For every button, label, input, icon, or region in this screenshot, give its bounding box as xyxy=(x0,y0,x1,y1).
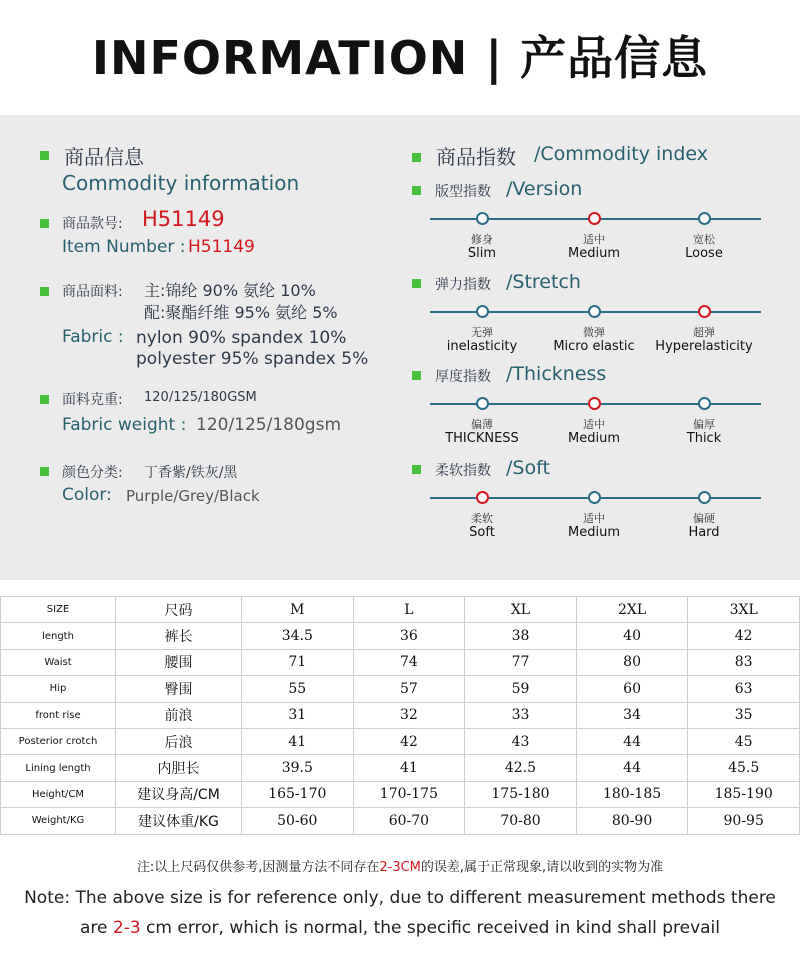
scale-dot xyxy=(588,491,601,504)
scale-option xyxy=(639,513,769,541)
scale-option-en: Micro elastic xyxy=(553,338,635,354)
table-cell: 34 xyxy=(576,702,688,728)
table-cell: 建议身高/CM xyxy=(116,781,242,807)
scale-dot xyxy=(476,212,489,225)
scale-option-en: THICKNESS xyxy=(445,430,519,446)
scale-option-en: Medium xyxy=(568,430,620,446)
info-panel xyxy=(0,115,800,580)
table-row xyxy=(1,649,800,675)
table-cell: 74 xyxy=(353,649,465,675)
table-cell: 裤长 xyxy=(116,623,242,649)
scale-dot xyxy=(476,397,489,410)
scale-dot-selected xyxy=(588,212,601,225)
scale-option-zh: 超弹 xyxy=(693,326,715,339)
scale-option-en: Medium xyxy=(568,245,620,261)
table-row xyxy=(1,808,800,834)
scale-option-zh: 修身 xyxy=(471,233,493,246)
note-en-line2 xyxy=(0,913,800,943)
table-cell: 尺码 xyxy=(116,597,242,623)
scale-dot xyxy=(698,491,711,504)
scale-option-zh: 偏硬 xyxy=(693,512,715,525)
bullet-icon xyxy=(40,467,49,476)
note-en-line1: Note: The above size is for reference only, due to different measurement methods there xyxy=(24,888,776,908)
table-cell: 38 xyxy=(465,623,577,649)
weight-label-en: Fabric weight : xyxy=(62,415,187,435)
bullet-icon xyxy=(412,186,421,195)
table-cell: 63 xyxy=(688,676,800,702)
table-cell: 50-60 xyxy=(242,808,354,834)
table-cell: 43 xyxy=(465,728,577,754)
scale-option xyxy=(417,327,547,355)
table-cell: 71 xyxy=(242,649,354,675)
table-cell: 34.5 xyxy=(242,623,354,649)
fabric-label-en: Fabric : xyxy=(62,327,124,347)
table-cell: 70-80 xyxy=(465,808,577,834)
scale-option-zh: 适中 xyxy=(583,233,605,246)
scale-option xyxy=(639,327,769,355)
table-cell: 臀围 xyxy=(116,676,242,702)
table-cell: 165-170 xyxy=(242,781,354,807)
table-cell: 59 xyxy=(465,676,577,702)
scale-dot-selected xyxy=(698,305,711,318)
table-row xyxy=(1,728,800,754)
fabric-line1-zh: 主:锦纶 90% 氨纶 10% xyxy=(144,281,316,300)
table-cell: Hip xyxy=(1,676,116,702)
table-cell: XL xyxy=(465,597,577,623)
color-label-en: Color: xyxy=(62,485,112,505)
table-cell: 45 xyxy=(688,728,800,754)
scale-option xyxy=(417,513,547,541)
item-label-en: Item Number : xyxy=(62,237,186,257)
table-cell: Height/CM xyxy=(1,781,116,807)
table-cell: 175-180 xyxy=(465,781,577,807)
fabric-line2-en: polyester 95% spandex 5% xyxy=(136,349,369,369)
scale-option-zh: 无弹 xyxy=(471,326,493,339)
fabric-line1-en: nylon 90% spandex 10% xyxy=(136,328,347,348)
table-cell: front rise xyxy=(1,702,116,728)
table-cell: 57 xyxy=(353,676,465,702)
table-cell: 60-70 xyxy=(353,808,465,834)
table-cell: 后浪 xyxy=(116,728,242,754)
scale-option xyxy=(639,234,769,262)
item-value-en: H51149 xyxy=(188,237,255,257)
table-row xyxy=(1,623,800,649)
table-cell: L xyxy=(353,597,465,623)
table-cell: 前浪 xyxy=(116,702,242,728)
table-cell: 33 xyxy=(465,702,577,728)
item-label-zh: 商品款号: xyxy=(62,216,123,232)
scale-option-zh: 适中 xyxy=(583,512,605,525)
table-cell: 建议体重/KG xyxy=(116,808,242,834)
bullet-icon xyxy=(412,153,421,162)
table-cell: 31 xyxy=(242,702,354,728)
scale-option-en: Loose xyxy=(685,245,723,261)
table-cell: 36 xyxy=(353,623,465,649)
table-row xyxy=(1,702,800,728)
scale-option-zh: 宽松 xyxy=(693,233,715,246)
note-en-after: cm error, which is normal, the specific received in kind shall prevail xyxy=(140,918,721,938)
scale-line xyxy=(430,497,761,499)
color-value-en: Purple/Grey/Black xyxy=(126,487,260,505)
scale-label-en: /Thickness xyxy=(506,363,607,385)
table-row xyxy=(1,676,800,702)
scale-option-zh: 微弹 xyxy=(583,326,605,339)
scale-label-zh: 弹力指数 xyxy=(435,277,491,293)
table-cell: 77 xyxy=(465,649,577,675)
table-row xyxy=(1,755,800,781)
table-cell: 80 xyxy=(576,649,688,675)
note-zh-before: 注:以上尺码仅供参考,因测量方法不同存在 xyxy=(136,860,380,875)
size-table xyxy=(0,596,800,835)
fabric-label-zh: 商品面料: xyxy=(62,284,123,300)
fabric-line2-zh: 配:聚酯纤维 95% 氨纶 5% xyxy=(144,303,338,322)
info-heading-zh: 商品信息 xyxy=(64,145,144,169)
table-cell: 42.5 xyxy=(465,755,577,781)
table-cell: 170-175 xyxy=(353,781,465,807)
scale-option-en: inelasticity xyxy=(446,338,518,354)
note-en xyxy=(0,883,800,943)
scale-option-zh: 偏厚 xyxy=(693,418,715,431)
bullet-icon xyxy=(40,287,49,296)
note-zh-after: 的误差,属于正常现象,请以收到的实物为准 xyxy=(420,860,664,875)
scale-line xyxy=(430,311,761,313)
bullet-icon xyxy=(40,151,49,160)
scale-label-zh: 版型指数 xyxy=(435,184,491,200)
scale-label-en: /Stretch xyxy=(506,271,581,293)
table-cell: 35 xyxy=(688,702,800,728)
scale-line xyxy=(430,218,761,220)
table-cell: Lining length xyxy=(1,755,116,781)
index-heading-zh: 商品指数 xyxy=(436,145,516,169)
scale-option-zh: 适中 xyxy=(583,418,605,431)
table-cell: 41 xyxy=(353,755,465,781)
scale-option xyxy=(417,234,547,262)
bullet-icon xyxy=(412,279,421,288)
table-header-row xyxy=(1,597,800,623)
table-cell: 83 xyxy=(688,649,800,675)
page-title: INFORMATION | 产品信息 xyxy=(91,31,709,85)
scale-dot xyxy=(698,397,711,410)
table-cell: 39.5 xyxy=(242,755,354,781)
color-value-zh: 丁香紫/铁灰/黑 xyxy=(144,465,238,481)
table-cell: 32 xyxy=(353,702,465,728)
scale-option-zh: 柔软 xyxy=(471,512,493,525)
note-en-before: are xyxy=(79,918,113,938)
table-cell: 80-90 xyxy=(576,808,688,834)
table-cell: 41 xyxy=(242,728,354,754)
scale-option-en: Hard xyxy=(688,524,720,540)
weight-label-zh: 面料克重: xyxy=(62,392,123,408)
scale-option-en: Slim xyxy=(467,245,497,261)
table-cell: 3XL xyxy=(688,597,800,623)
table-row xyxy=(1,781,800,807)
item-value-zh: H51149 xyxy=(142,207,225,231)
table-cell: 60 xyxy=(576,676,688,702)
scale-label-zh: 柔软指数 xyxy=(435,463,491,479)
weight-value-zh: 120/125/180GSM xyxy=(144,390,257,405)
table-cell: 55 xyxy=(242,676,354,702)
table-cell: 185-190 xyxy=(688,781,800,807)
table-cell: 44 xyxy=(576,728,688,754)
table-cell: 40 xyxy=(576,623,688,649)
note-zh xyxy=(0,856,800,875)
table-cell: 42 xyxy=(688,623,800,649)
scale-dot-selected xyxy=(588,397,601,410)
scale-dot xyxy=(588,305,601,318)
bullet-icon xyxy=(40,219,49,228)
info-heading-en: Commodity information xyxy=(62,171,300,195)
bullet-icon xyxy=(40,395,49,404)
scale-option-en: Hyperelasticity xyxy=(655,338,753,354)
note-en-highlight: 2-3 xyxy=(112,918,141,938)
table-cell: 腰围 xyxy=(116,649,242,675)
scale-label-en: /Version xyxy=(506,178,583,200)
table-cell: 90-95 xyxy=(688,808,800,834)
scale-option-en: Soft xyxy=(469,524,495,540)
scale-dot xyxy=(476,305,489,318)
color-label-zh: 颜色分类: xyxy=(62,465,123,481)
scale-line xyxy=(430,403,761,405)
scale-dot-selected xyxy=(476,491,489,504)
table-cell: 内胆长 xyxy=(116,755,242,781)
table-cell: 180-185 xyxy=(576,781,688,807)
bullet-icon xyxy=(412,371,421,380)
scale-option xyxy=(417,419,547,447)
table-cell: SIZE xyxy=(1,597,116,623)
table-cell: M xyxy=(242,597,354,623)
table-cell: 45.5 xyxy=(688,755,800,781)
scale-option-zh: 偏薄 xyxy=(471,418,493,431)
scale-option-en: Thick xyxy=(686,430,722,446)
table-cell: 2XL xyxy=(576,597,688,623)
scale-option xyxy=(639,419,769,447)
table-cell: Posterior crotch xyxy=(1,728,116,754)
scale-label-en: /Soft xyxy=(506,457,550,479)
table-cell: Waist xyxy=(1,649,116,675)
scale-option-en: Medium xyxy=(568,524,620,540)
scale-dot xyxy=(698,212,711,225)
table-cell: 42 xyxy=(353,728,465,754)
scale-label-zh: 厚度指数 xyxy=(435,369,491,385)
note-zh-highlight: 2-3CM xyxy=(379,860,421,875)
table-cell: Weight/KG xyxy=(1,808,116,834)
weight-value-en: 120/125/180gsm xyxy=(196,415,342,435)
table-cell: 44 xyxy=(576,755,688,781)
index-heading-en: /Commodity index xyxy=(534,143,708,165)
table-cell: length xyxy=(1,623,116,649)
bullet-icon xyxy=(412,465,421,474)
